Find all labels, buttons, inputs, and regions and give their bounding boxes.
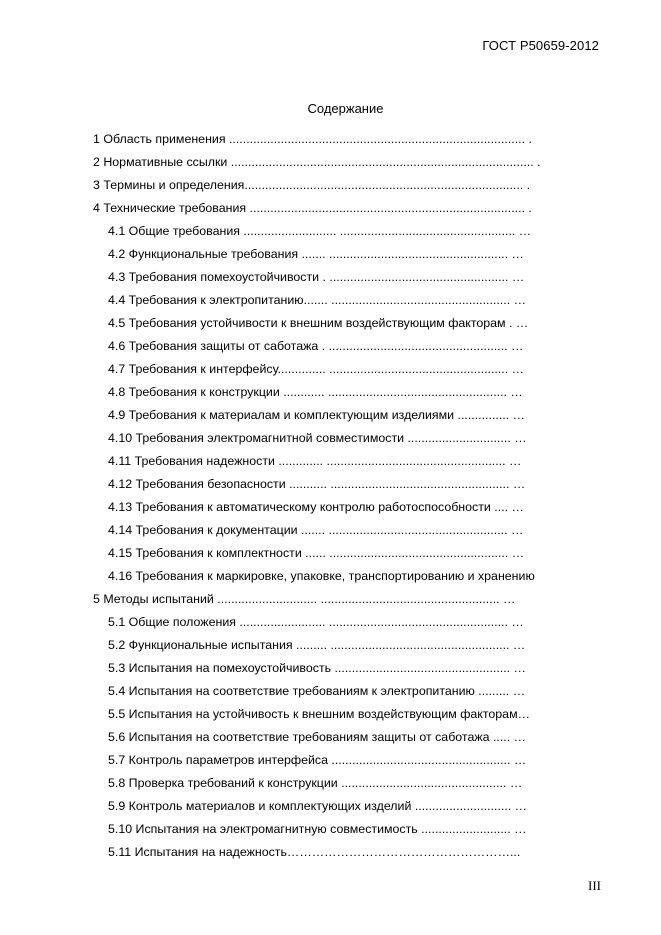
- toc-entry-4-16[interactable]: 4.16 Требования к маркировке, упаковке, транспортированию и хранению: [108, 569, 535, 583]
- toc-entry-5-5[interactable]: 5.5 Испытания на устойчивость к внешним воздействующим факторам…: [108, 707, 530, 721]
- toc-entry-5-3[interactable]: 5.3 Испытания на помехоустойчивость ................................................... …: [108, 661, 526, 675]
- toc-entry-4-8[interactable]: 4.8 Требования к конструкции ............ .................................................... …: [108, 385, 523, 399]
- toc-entry-4-13[interactable]: 4.13 Требования к автоматическому контролю работоспособности .... …: [108, 500, 524, 514]
- toc-entry-5-9[interactable]: 5.9 Контроль материалов и комплектующих изделий ............................ …: [108, 799, 528, 813]
- toc-entry-3[interactable]: 3 Термины и определения................................................................................. .: [93, 178, 531, 192]
- document-header: ГОСТ Р50659-2012: [482, 38, 599, 53]
- toc-entry-5-4[interactable]: 5.4 Испытания на соответствие требованиям к электропитанию ......... …: [108, 684, 526, 698]
- toc-entry-5-7[interactable]: 5.7 Контроль параметров интерфейса .................................................... …: [108, 753, 527, 767]
- toc-entry-2[interactable]: 2 Нормативные ссылки ........................................................................................ .: [93, 155, 541, 169]
- toc-entry-4-10[interactable]: 4.10 Требования электромагнитной совместимости .............................. …: [108, 431, 527, 445]
- toc-entry-5-6[interactable]: 5.6 Испытания на соответствие требованиям защиты от саботажа ..... …: [108, 730, 527, 744]
- toc-entry-5-8[interactable]: 5.8 Проверка требований к конструкции ................................................ …: [108, 776, 523, 790]
- toc-entry-1[interactable]: 1 Область применения ...................................................................................... .: [93, 132, 532, 146]
- toc-entry-4-1[interactable]: 4.1 Общие требования ........................... ................................................... …: [108, 224, 532, 238]
- toc-entry-5-10[interactable]: 5.10 Испытания на электромагнитную совместимость .......................... …: [108, 822, 527, 836]
- toc-entry-5-2[interactable]: 5.2 Функциональные испытания ......... .................................................... …: [108, 638, 526, 652]
- toc-entry-5-1[interactable]: 5.1 Общие положения ......................... .................................................... …: [108, 615, 524, 629]
- toc-entry-4-4[interactable]: 4.4 Требования к электропитанию....... .................................................... …: [108, 293, 526, 307]
- toc-entry-4-11[interactable]: 4.11 Требования надежности ............. .................................................... …: [108, 454, 522, 468]
- toc-title: Содержание: [307, 101, 384, 116]
- toc-entry-4-7[interactable]: 4.7 Требования к интерфейсу.............. .................................................... …: [108, 362, 525, 376]
- page-number: III: [588, 878, 601, 893]
- toc-entry-4-6[interactable]: 4.6 Требования защиты от саботажа . .................................................... …: [108, 339, 524, 353]
- toc-entry-4-3[interactable]: 4.3 Требования помехоустойчивости . .................................................... …: [108, 270, 525, 284]
- toc-entry-4-12[interactable]: 4.12 Требования безопасности ........... .................................................... …: [108, 477, 526, 491]
- toc-entry-4-5[interactable]: 4.5 Требования устойчивости к внешним воздействующим факторам . …: [108, 316, 529, 330]
- toc-entry-4[interactable]: 4 Технические требования ................................................................................ .: [93, 201, 532, 215]
- toc-entry-4-14[interactable]: 4.14 Требования к документации ....... .................................................... …: [108, 523, 524, 537]
- toc-entry-5[interactable]: 5 Методы испытаний ............................. .................................................... …: [93, 592, 516, 606]
- toc-entry-4-2[interactable]: 4.2 Функциональные требования ....... .................................................... …: [108, 247, 524, 261]
- toc-entry-4-9[interactable]: 4.9 Требования к материалам и комплектующим изделиями ............... …: [108, 408, 525, 422]
- toc-entry-4-15[interactable]: 4.15 Требования к комплектности ...... .................................................... …: [108, 546, 525, 560]
- toc-entry-5-11[interactable]: 5.11 Испытания на надежность………………………………………………...: [108, 845, 521, 859]
